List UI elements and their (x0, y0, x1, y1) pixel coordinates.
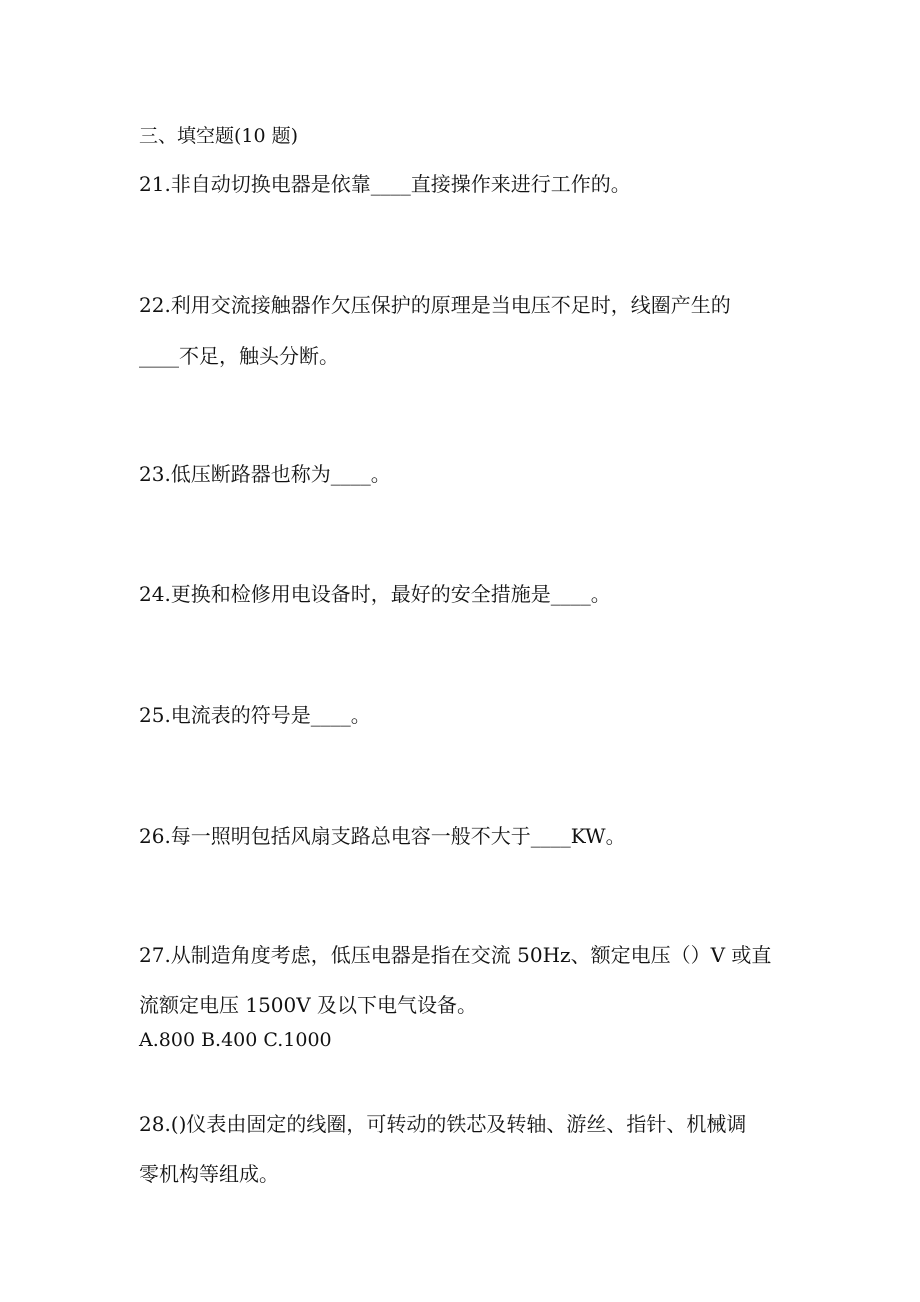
question-text-line: 22.利用交流接触器作欠压保护的原理是当电压不足时，线圈产生的 (139, 293, 731, 317)
question-text-line: 流额定电压 1500V 及以下电气设备。 (139, 993, 478, 1017)
question-text-line: 24.更换和检修用电设备时，最好的安全措施是____。 (139, 582, 611, 606)
section-heading: 三、填空题(10 题) (139, 125, 299, 147)
answer-options: A.800 B.400 C.1000 (139, 1029, 332, 1051)
question-text-line: 21.非自动切换电器是依靠____直接操作来进行工作的。 (139, 172, 631, 196)
question-text-line: 23.低压断路器也称为____。 (139, 462, 391, 486)
question-text-line: ____不足，触头分断。 (139, 344, 339, 368)
question-text-line: 25.电流表的符号是____。 (139, 703, 371, 727)
question-text-line: 零机构等组成。 (139, 1162, 279, 1186)
question-text-line: 28.()仪表由固定的线圈，可转动的铁芯及转轴、游丝、指针、机械调 (139, 1112, 747, 1136)
question-text-line: 27.从制造角度考虑，低压电器是指在交流 50Hz、额定电压（）V 或直 (139, 943, 772, 967)
question-text-line: 26.每一照明包括风扇支路总电容一般不大于____KW。 (139, 824, 626, 848)
